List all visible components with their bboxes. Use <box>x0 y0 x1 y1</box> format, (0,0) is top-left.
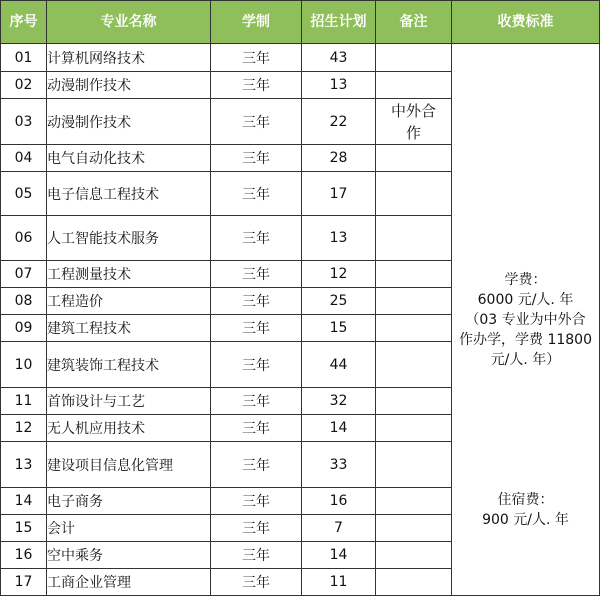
header-row <box>1 1 600 44</box>
quota-cell: 13 <box>302 216 376 261</box>
duration-cell: 三年 <box>211 442 302 488</box>
tuition-note-2: 作办学，学费 11800 <box>459 331 592 348</box>
lodging-value: 900 元/人. 年 <box>482 511 569 528</box>
seq-cell: 07 <box>1 261 47 288</box>
tuition-note-1: （03 专业为中外合 <box>465 311 586 328</box>
seq-cell: 12 <box>1 415 47 442</box>
lodging-label: 住宿费： <box>497 491 554 508</box>
header-remark: 备注 <box>376 1 452 44</box>
fee-spacer-mid <box>452 370 599 490</box>
remark-cell <box>376 145 452 172</box>
remark-cell <box>376 99 452 145</box>
major-cell: 建筑装饰工程技术 <box>47 342 211 388</box>
seq-cell: 04 <box>1 145 47 172</box>
duration-cell: 三年 <box>211 44 302 72</box>
seq-cell: 02 <box>1 72 47 99</box>
tuition-value: 6000 元/人. 年 <box>477 291 574 308</box>
seq-cell: 16 <box>1 542 47 569</box>
seq-cell: 11 <box>1 388 47 415</box>
major-cell: 工商企业管理 <box>47 569 211 596</box>
major-cell: 首饰设计与工艺 <box>47 388 211 415</box>
header-seq: 序号 <box>1 1 47 44</box>
duration-cell: 三年 <box>211 145 302 172</box>
duration-cell: 三年 <box>211 542 302 569</box>
seq-cell: 14 <box>1 488 47 515</box>
major-cell: 电气自动化技术 <box>47 145 211 172</box>
quota-cell: 43 <box>302 44 376 72</box>
remark-cell <box>376 44 452 72</box>
duration-cell: 三年 <box>211 172 302 216</box>
remark-cell <box>376 388 452 415</box>
remark-cell <box>376 542 452 569</box>
quota-cell: 11 <box>302 569 376 596</box>
remark-cell <box>376 442 452 488</box>
table-row <box>1 44 600 72</box>
duration-cell: 三年 <box>211 515 302 542</box>
quota-cell: 33 <box>302 442 376 488</box>
seq-cell: 08 <box>1 288 47 315</box>
duration-cell: 三年 <box>211 388 302 415</box>
remark-cell <box>376 216 452 261</box>
duration-cell: 三年 <box>211 315 302 342</box>
duration-cell: 三年 <box>211 72 302 99</box>
fee-spacer-top <box>452 110 599 270</box>
duration-cell: 三年 <box>211 288 302 315</box>
seq-cell: 09 <box>1 315 47 342</box>
seq-cell: 06 <box>1 216 47 261</box>
quota-cell: 12 <box>302 261 376 288</box>
seq-cell: 05 <box>1 172 47 216</box>
duration-cell: 三年 <box>211 342 302 388</box>
header-major: 专业名称 <box>47 1 211 44</box>
quota-cell: 28 <box>302 145 376 172</box>
seq-cell: 10 <box>1 342 47 388</box>
quota-cell: 44 <box>302 342 376 388</box>
seq-cell: 15 <box>1 515 47 542</box>
remark-cell <box>376 342 452 388</box>
quota-cell: 13 <box>302 72 376 99</box>
remark-cell <box>376 172 452 216</box>
duration-cell: 三年 <box>211 415 302 442</box>
major-cell: 建筑工程技术 <box>47 315 211 342</box>
seq-cell: 03 <box>1 99 47 145</box>
seq-cell: 17 <box>1 569 47 596</box>
quota-cell: 14 <box>302 415 376 442</box>
quota-cell: 16 <box>302 488 376 515</box>
fee-cell <box>452 44 600 596</box>
quota-cell: 15 <box>302 315 376 342</box>
major-cell: 人工智能技术服务 <box>47 216 211 261</box>
major-cell: 建设项目信息化管理 <box>47 442 211 488</box>
remark-cell <box>376 415 452 442</box>
remark-cell <box>376 515 452 542</box>
header-fee: 收费标准 <box>452 1 600 44</box>
major-cell: 电子信息工程技术 <box>47 172 211 216</box>
duration-cell: 三年 <box>211 216 302 261</box>
duration-cell: 三年 <box>211 569 302 596</box>
remark-cell <box>376 315 452 342</box>
major-cell: 空中乘务 <box>47 542 211 569</box>
major-cell: 会计 <box>47 515 211 542</box>
remark-cell <box>376 569 452 596</box>
major-cell: 工程造价 <box>47 288 211 315</box>
duration-cell: 三年 <box>211 488 302 515</box>
remark-cell <box>376 261 452 288</box>
duration-cell: 三年 <box>211 261 302 288</box>
quota-cell: 25 <box>302 288 376 315</box>
major-cell: 动漫制作技术 <box>47 72 211 99</box>
seq-cell: 01 <box>1 44 47 72</box>
quota-cell: 7 <box>302 515 376 542</box>
remark-cell <box>376 488 452 515</box>
quota-cell: 14 <box>302 542 376 569</box>
remark-text: 中外合作 <box>390 101 436 142</box>
duration-cell: 三年 <box>211 99 302 145</box>
header-duration: 学制 <box>211 1 302 44</box>
major-cell: 动漫制作技术 <box>47 99 211 145</box>
quota-cell: 32 <box>302 388 376 415</box>
remark-cell <box>376 72 452 99</box>
tuition-note-3: 元/人. 年） <box>490 351 561 368</box>
remark-cell <box>376 288 452 315</box>
major-cell: 电子商务 <box>47 488 211 515</box>
major-cell: 计算机网络技术 <box>47 44 211 72</box>
major-cell: 无人机应用技术 <box>47 415 211 442</box>
header-quota: 招生计划 <box>302 1 376 44</box>
tuition-label: 学费： <box>504 271 547 288</box>
major-cell: 工程测量技术 <box>47 261 211 288</box>
quota-cell: 17 <box>302 172 376 216</box>
seq-cell: 13 <box>1 442 47 488</box>
quota-cell: 22 <box>302 99 376 145</box>
